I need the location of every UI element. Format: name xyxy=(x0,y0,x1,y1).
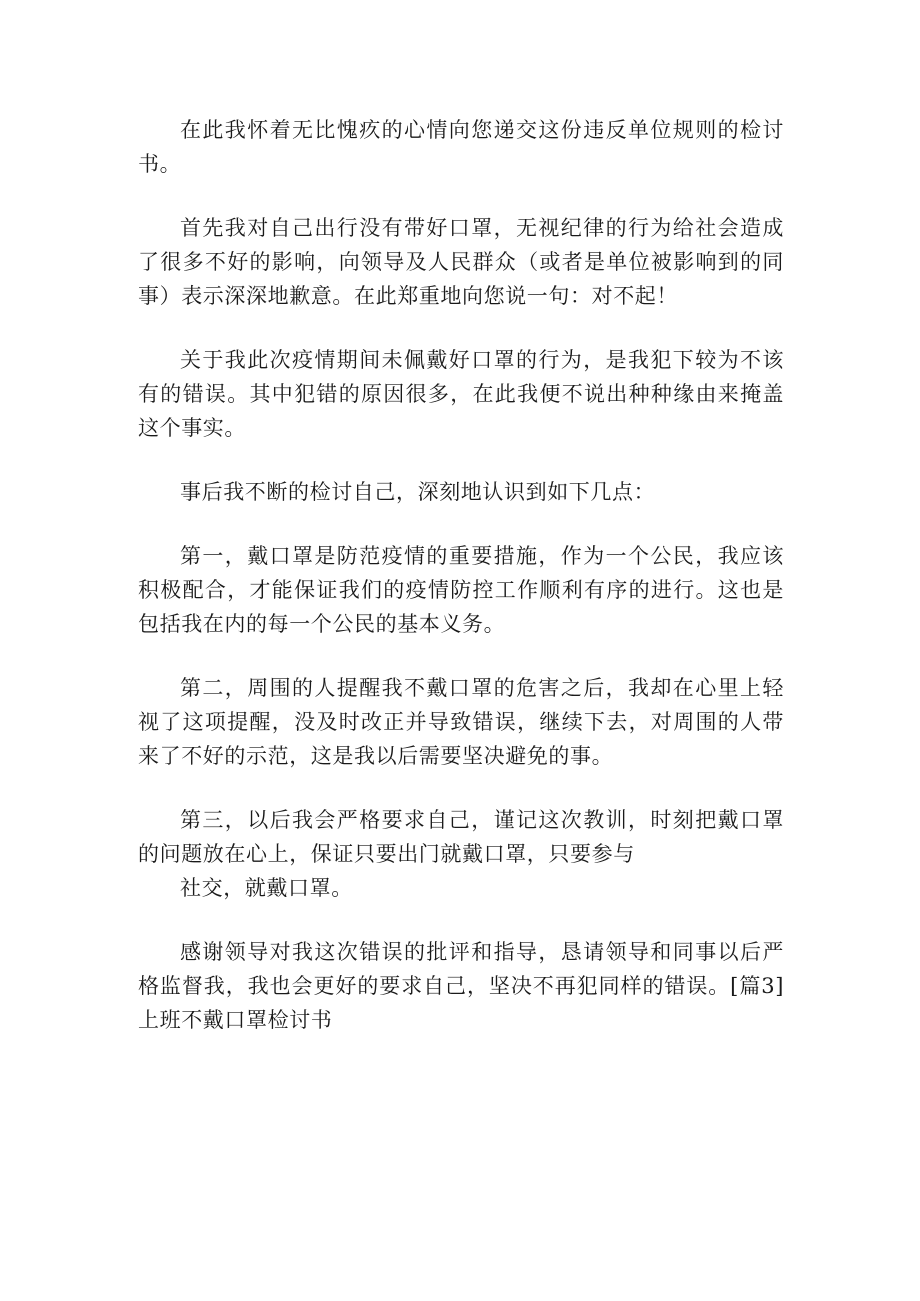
paragraph-mistake: 关于我此次疫情期间未佩戴好口罩的行为，是我犯下较为不该有的错误。其中犯错的原因很多，在此我便不说出种种缘由来掩盖这个事实。 xyxy=(138,348,784,440)
paragraph-point-two: 第二，周围的人提醒我不戴口罩的危害之后，我却在心里上轻视了这项提醒，没及时改正并导致错误，继续下去，对周围的人带来了不好的示范，这是我以后需要坚决避免的事。 xyxy=(138,676,784,768)
paragraph-closing: 感谢领导对我这次错误的批评和指导，恳请领导和同事以后严格监督我，我也会更好的要求自己，坚决不再犯同样的错误。[篇3]上班不戴口罩检讨书 xyxy=(138,940,784,1032)
paragraph-intro: 在此我怀着无比愧疚的心情向您递交这份违反单位规则的检讨书。 xyxy=(138,118,784,176)
paragraph-point-one: 第一，戴口罩是防范疫情的重要措施，作为一个公民，我应该积极配合，才能保证我们的疫情防控工作顺利有序的进行。这也是包括我在内的每一个公民的基本义务。 xyxy=(138,544,784,636)
paragraph-point-three-continuation: 社交，就戴口罩。 xyxy=(180,876,353,900)
paragraph-point-three: 第三，以后我会严格要求自己，谨记这次教训，时刻把戴口罩的问题放在心上，保证只要出门就戴口罩，只要参与 xyxy=(138,808,784,866)
paragraph-apology: 首先我对自己出行没有带好口罩，无视纪律的行为给社会造成了很多不好的影响，向领导及人民群众（或者是单位被影响到的同事）表示深深地歉意。在此郑重地向您说一句：对不起！ xyxy=(138,216,784,308)
paragraph-reflection: 事后我不断的检讨自己，深刻地认识到如下几点： xyxy=(180,480,656,504)
document-body xyxy=(138,113,784,1067)
